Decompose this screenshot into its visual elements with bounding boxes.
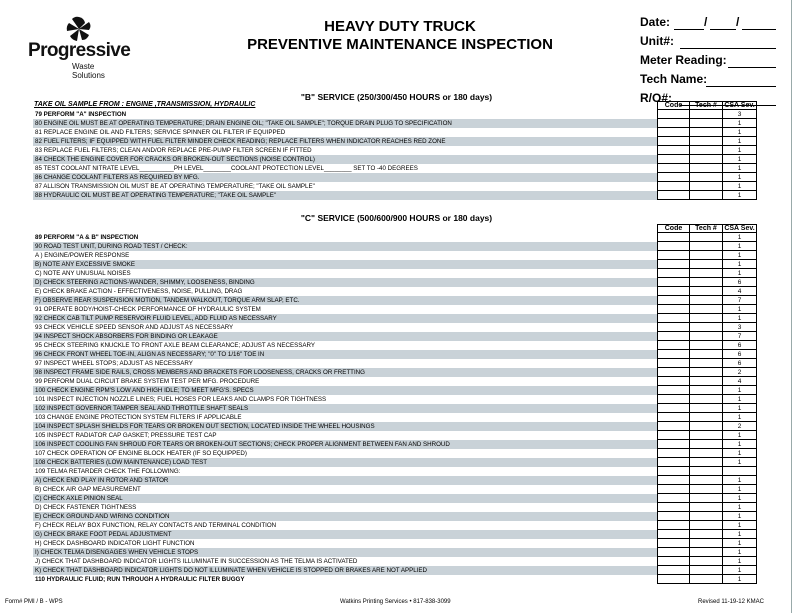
- code-cell[interactable]: [657, 458, 690, 467]
- csa-sev-cell: 1: [722, 440, 757, 449]
- tech-cell[interactable]: [689, 485, 723, 494]
- checklist-row: [33, 287, 757, 296]
- checklist-row: [33, 332, 757, 341]
- code-column-header: Code: [657, 101, 690, 110]
- checklist-item-text: 100 CHECK ENGINE RPM'S LOW AND HIGH IDLE; TO MEET MFG'S. SPECS: [33, 386, 657, 395]
- checklist-row: [33, 413, 757, 422]
- csa-sev-cell: 1: [722, 575, 757, 584]
- csa-sev-cell: 1: [722, 521, 757, 530]
- code-cell[interactable]: [657, 404, 690, 413]
- checklist-item-text: 92 CHECK CAB TILT PUMP RESERVOIR FLUID LEVEL, ADD FLUID AS NECESSARY: [33, 314, 657, 323]
- tech-cell[interactable]: [689, 146, 723, 155]
- code-cell[interactable]: [657, 173, 690, 182]
- tech-cell[interactable]: [689, 422, 723, 431]
- form-number: Form# PMI / B - WPS: [5, 599, 63, 605]
- checklist-row: [33, 191, 757, 200]
- code-cell[interactable]: [657, 431, 690, 440]
- checklist-row: [33, 557, 757, 566]
- title-line-2: PREVENTIVE MAINTENANCE INSPECTION: [247, 36, 553, 53]
- csa-sev-cell: 1: [722, 128, 757, 137]
- code-cell[interactable]: [657, 296, 690, 305]
- csa-sev-column-header: CSA Sev.: [722, 224, 757, 233]
- csa-sev-cell: 2: [722, 368, 757, 377]
- code-cell[interactable]: [657, 251, 690, 260]
- tech-cell[interactable]: [689, 494, 723, 503]
- tech-cell[interactable]: [689, 191, 723, 200]
- code-cell[interactable]: [657, 146, 690, 155]
- tech-cell[interactable]: [689, 368, 723, 377]
- checklist-row: [33, 305, 757, 314]
- code-cell[interactable]: [657, 314, 690, 323]
- csa-sev-cell: 1: [722, 242, 757, 251]
- date-label: Date:: [640, 15, 671, 29]
- checklist-item-text: 105 INSPECT RADIATOR CAP GASKET; PRESSURE TEST CAP: [35, 432, 217, 439]
- checklist-row: [33, 539, 757, 548]
- code-cell[interactable]: [657, 305, 690, 314]
- code-cell[interactable]: [657, 512, 690, 521]
- checklist-row: [33, 251, 757, 260]
- code-cell[interactable]: [657, 521, 690, 530]
- csa-sev-cell: 1: [722, 191, 757, 200]
- code-cell[interactable]: [657, 269, 690, 278]
- csa-sev-cell: 1: [722, 119, 757, 128]
- tech-cell[interactable]: [689, 503, 723, 512]
- tech-cell[interactable]: [689, 110, 723, 119]
- checklist-item-text: 95 CHECK STEERING KNUCKLE TO FRONT AXLE BEAM CLEARANCE; ADJUST AS NECESSARY: [35, 342, 316, 349]
- checklist-item-text: 80 ENGINE OIL MUST BE AT OPERATING TEMPERATURE; DRAIN ENGINE OIL; "TAKE OIL SAMPLE"; TORQUE DRAIN PLUG TO SPECIFICATION: [33, 119, 657, 128]
- checklist-item-text: D) CHECK STEERING ACTIONS-WANDER, SHIMMY, LOOSENESS, BINDING: [33, 278, 657, 287]
- tech-cell[interactable]: [689, 386, 723, 395]
- code-cell[interactable]: [657, 485, 690, 494]
- checklist-item-text: 91 OPERATE BODY/HOIST-CHECK PERFORMANCE OF HYDRAULIC SYSTEM: [35, 306, 261, 313]
- tech-cell[interactable]: [689, 530, 723, 539]
- tech-cell[interactable]: [689, 332, 723, 341]
- checklist-row: [33, 110, 757, 119]
- code-cell[interactable]: [657, 287, 690, 296]
- checklist-row: [33, 503, 757, 512]
- tech-cell[interactable]: [689, 431, 723, 440]
- checklist-row: [33, 476, 757, 485]
- checklist-item-text: 97 INSPECT WHEEL STOPS; ADJUST AS NECESSARY: [35, 360, 193, 367]
- checklist-item-text: 84 CHECK THE ENGINE COVER FOR CRACKS OR BROKEN-OUT SECTIONS (NOISE CONTROL): [33, 155, 657, 164]
- tech-name-field[interactable]: [640, 72, 780, 91]
- csa-sev-cell: 1: [722, 233, 757, 242]
- csa-sev-cell: 1: [722, 530, 757, 539]
- checklist-item-text: B) CHECK AIR GAP MEASUREMENT: [35, 486, 141, 493]
- tech-name-label: Tech Name:: [640, 72, 708, 86]
- checklist-item-text: 109 TELMA RETARDER CHECK THE FOLLOWING:: [35, 468, 181, 475]
- checklist-item-text: 94 INSPECT SHOCK ABSORBERS FOR BINDING OR LEAKAGE: [33, 332, 657, 341]
- checklist-row: [33, 422, 757, 431]
- code-cell[interactable]: [657, 494, 690, 503]
- tech-column-header: Tech #: [689, 224, 723, 233]
- tech-cell[interactable]: [689, 296, 723, 305]
- code-cell[interactable]: [657, 137, 690, 146]
- checklist-item-text: 83 REPLACE FUEL FILTERS; CLEAN AND/OR REPLACE PRE-PUMP FILTER SCREEN IF FITTED: [35, 147, 312, 154]
- pinwheel-logo-icon: [62, 16, 96, 42]
- checklist-row: [33, 467, 757, 476]
- tech-cell[interactable]: [689, 242, 723, 251]
- code-cell[interactable]: [657, 575, 690, 584]
- checklist-row: [33, 566, 757, 575]
- csa-sev-cell: 1: [722, 395, 757, 404]
- csa-sev-cell: 1: [722, 431, 757, 440]
- checklist-row: [33, 155, 757, 164]
- csa-sev-cell: 1: [722, 386, 757, 395]
- checklist-row: [33, 575, 757, 584]
- checklist-item-text: K) CHECK THAT DASHBOARD INDICATOR LIGHTS DO NOT ILLUMINATE WHEN VEHICLE IS STOPPED OR BRAKES ARE NOT APPLIED: [33, 566, 657, 575]
- tech-cell[interactable]: [689, 413, 723, 422]
- checklist-row: [33, 440, 757, 449]
- code-cell[interactable]: [657, 242, 690, 251]
- company-logo: [28, 16, 131, 80]
- tech-cell[interactable]: [689, 314, 723, 323]
- tech-cell[interactable]: [689, 404, 723, 413]
- checklist-item-text: 90 ROAD TEST UNIT, DURING ROAD TEST / CHECK:: [33, 242, 657, 251]
- checklist-row: [33, 359, 757, 368]
- code-cell[interactable]: [657, 323, 690, 332]
- code-cell[interactable]: [657, 476, 690, 485]
- checklist-item-text: 93 CHECK VEHICLE SPEED SENSOR AND ADJUST AS NECESSARY: [35, 324, 234, 331]
- csa-sev-cell: 1: [722, 485, 757, 494]
- csa-sev-cell: 1: [722, 146, 757, 155]
- csa-sev-cell: 7: [722, 296, 757, 305]
- code-cell[interactable]: [657, 119, 690, 128]
- csa-sev-cell: 3: [722, 110, 757, 119]
- code-cell[interactable]: [657, 332, 690, 341]
- checklist-row: [33, 350, 757, 359]
- checklist-row: [33, 377, 757, 386]
- checklist-row: [33, 458, 757, 467]
- code-cell[interactable]: [657, 359, 690, 368]
- tech-column-header: Tech #: [689, 101, 723, 110]
- csa-sev-cell: 1: [722, 449, 757, 458]
- code-cell[interactable]: [657, 530, 690, 539]
- csa-sev-cell: [722, 467, 757, 476]
- csa-sev-cell: 3: [722, 323, 757, 332]
- csa-sev-cell: 1: [722, 476, 757, 485]
- checklist-item-text: F) CHECK RELAY BOX FUNCTION, RELAY CONTACTS AND TERMINAL CONDITION: [35, 522, 277, 529]
- checklist-item-text: G) CHECK BRAKE FOOT PEDAL ADJUSTMENT: [33, 530, 657, 539]
- tech-cell[interactable]: [689, 119, 723, 128]
- tech-cell[interactable]: [689, 278, 723, 287]
- csa-sev-cell: 1: [722, 155, 757, 164]
- checklist-row: [33, 182, 757, 191]
- csa-sev-cell: 1: [722, 182, 757, 191]
- code-cell[interactable]: [657, 191, 690, 200]
- checklist-row: [33, 530, 757, 539]
- checklist-item-text: 81 REPLACE ENGINE OIL AND FILTERS; SERVICE SPINNER OIL FILTER IF EQUIPPED: [35, 129, 286, 136]
- code-cell[interactable]: [657, 278, 690, 287]
- tech-cell[interactable]: [689, 476, 723, 485]
- checklist-row: [33, 386, 757, 395]
- csa-sev-cell: 1: [722, 404, 757, 413]
- csa-sev-cell: 1: [722, 251, 757, 260]
- checklist-item-text: 108 CHECK BATTERIES (LOW MAINTENANCE) LOAD TEST: [33, 458, 657, 467]
- checklist-row: [33, 233, 757, 242]
- csa-sev-cell: 1: [722, 458, 757, 467]
- tech-cell[interactable]: [689, 287, 723, 296]
- csa-sev-cell: 1: [722, 314, 757, 323]
- checklist-row: [33, 269, 757, 278]
- csa-sev-cell: 7: [722, 332, 757, 341]
- tech-cell[interactable]: [689, 395, 723, 404]
- csa-sev-cell: 1: [722, 413, 757, 422]
- page-title: [210, 18, 590, 54]
- tech-cell[interactable]: [689, 164, 723, 173]
- checklist-item-text: 79 PERFORM "A" INSPECTION: [35, 111, 127, 118]
- section-b-rows: [33, 110, 757, 200]
- tech-cell[interactable]: [689, 458, 723, 467]
- section-b-subtitle: TAKE OIL SAMPLE FROM : ENGINE ,TRANSMISSION, HYDRAULIC: [34, 101, 256, 108]
- checklist-item-text: 98 INSPECT FRAME SIDE RAILS, CROSS MEMBERS AND BRACKETS FOR LOOSENESS, CRACKS OR FRETTING: [33, 368, 657, 377]
- checklist-item-text: 110 HYDRAULIC FLUID; RUN THROUGH A HYDRAULIC FILTER BUGGY: [35, 576, 245, 583]
- checklist-item-text: 87 ALLISON TRANSMISSION OIL MUST BE AT OPERATING TEMPERATURE; "TAKE OIL SAMPLE": [35, 183, 315, 190]
- logo-sub-text: Waste Solutions: [72, 62, 105, 80]
- checklist-item-text: 102 INSPECT GOVERNOR TAMPER SEAL AND THROTTLE SHAFT SEALS: [33, 404, 657, 413]
- code-column-header: Code: [657, 224, 690, 233]
- checklist-item-text: J) CHECK THAT DASHBOARD INDICATOR LIGHTS ILLUMINATE IN SUCCESSION AS THE TELMA IS ACTIVATED: [35, 558, 358, 565]
- tech-cell[interactable]: [689, 557, 723, 566]
- ro-number-label: R/O#:: [640, 91, 673, 105]
- checklist-row: [33, 296, 757, 305]
- checklist-row: [33, 128, 757, 137]
- code-cell[interactable]: [657, 395, 690, 404]
- checklist-item-text: B) NOTE ANY EXCESSIVE SMOKE: [33, 260, 657, 269]
- tech-cell[interactable]: [689, 323, 723, 332]
- tech-cell[interactable]: [689, 182, 723, 191]
- code-cell[interactable]: [657, 440, 690, 449]
- checklist-item-text: 88 HYDRAULIC OIL MUST BE AT OPERATING TEMPERATURE; "TAKE OIL SAMPLE": [33, 191, 657, 200]
- checklist-row: [33, 314, 757, 323]
- csa-sev-cell: 6: [722, 350, 757, 359]
- tech-cell[interactable]: [689, 350, 723, 359]
- code-cell[interactable]: [657, 503, 690, 512]
- csa-sev-cell: 6: [722, 341, 757, 350]
- csa-sev-cell: 1: [722, 269, 757, 278]
- csa-sev-cell: 1: [722, 260, 757, 269]
- checklist-item-text: E) CHECK BRAKE ACTION - EFFECTIVENESS, NOISE, PULLING, DRAG: [35, 288, 243, 295]
- csa-sev-cell: 1: [722, 548, 757, 557]
- checklist-row: [33, 242, 757, 251]
- tech-cell[interactable]: [689, 548, 723, 557]
- checklist-item-text: C) CHECK AXLE PINION SEAL: [33, 494, 657, 503]
- tech-cell[interactable]: [689, 521, 723, 530]
- checklist-row: [33, 494, 757, 503]
- checklist-item-text: 99 PERFORM DUAL CIRCUIT BRAKE SYSTEM TEST PER MFG. PROCEDURE: [35, 378, 260, 385]
- tech-cell[interactable]: [689, 512, 723, 521]
- checklist-row: [33, 146, 757, 155]
- csa-sev-cell: 1: [722, 512, 757, 521]
- checklist-row: [33, 404, 757, 413]
- tech-cell[interactable]: [689, 155, 723, 164]
- checklist-row: [33, 278, 757, 287]
- checklist-item-text: F) OBSERVE REAR SUSPENSION MOTION, TANDEM WALKOUT, TORQUE ARM SLAP, ETC.: [33, 296, 657, 305]
- checklist-item-text: E) CHECK GROUND AND WIRING CONDITION: [33, 512, 657, 521]
- tech-cell[interactable]: [689, 251, 723, 260]
- revision-note: Revised 11-19-12 KMAC: [698, 599, 764, 605]
- csa-sev-column-header: CSA Sev.: [722, 101, 757, 110]
- code-cell[interactable]: [657, 566, 690, 575]
- code-cell[interactable]: [657, 557, 690, 566]
- meter-reading-label: Meter Reading:: [640, 53, 727, 67]
- checklist-item-text: C) NOTE ANY UNUSUAL NOISES: [35, 270, 131, 277]
- csa-sev-cell: 1: [722, 173, 757, 182]
- tech-cell[interactable]: [689, 137, 723, 146]
- checklist-row: [33, 323, 757, 332]
- tech-cell[interactable]: [689, 377, 723, 386]
- code-cell[interactable]: [657, 260, 690, 269]
- csa-sev-cell: 1: [722, 557, 757, 566]
- csa-sev-cell: 2: [722, 422, 757, 431]
- checklist-item-text: 101 INSPECT INJECTION NOZZLE LINES; FUEL HOSES FOR LEAKS AND CLAMPS FOR TIGHTNESS: [35, 396, 327, 403]
- tech-cell[interactable]: [689, 269, 723, 278]
- checklist-row: [33, 137, 757, 146]
- checklist-item-text: 106 INSPECT COOLING FAN SHROUD FOR TEARS OR BROKEN-OUT SECTIONS; CHECK PROPER ALIGNMENT BETWEEN FAN AND SHROUD: [33, 440, 657, 449]
- checklist-item-text: 86 CHANGE COOLANT FILTERS AS REQUIRED BY MFG.: [33, 173, 657, 182]
- csa-sev-cell: 4: [722, 377, 757, 386]
- checklist-row: [33, 521, 757, 530]
- checklist-item-text: D) CHECK FASTENER TIGHTNESS: [35, 504, 137, 511]
- title-line-1: HEAVY DUTY TRUCK: [324, 18, 476, 35]
- checklist-item-text: H) CHECK DASHBOARD INDICATOR LIGHT FUNCTION: [35, 540, 195, 547]
- checklist-row: [33, 341, 757, 350]
- section-c-rows: [33, 233, 757, 584]
- printer-credit: Watkins Printing Services • 817-838-3099: [340, 599, 451, 605]
- checklist-row: [33, 512, 757, 521]
- meter-reading-field[interactable]: [640, 53, 780, 72]
- unit-field[interactable]: [640, 34, 780, 53]
- csa-sev-cell: 1: [722, 305, 757, 314]
- checklist-row: [33, 260, 757, 269]
- csa-sev-cell: 1: [722, 503, 757, 512]
- checklist-row: [33, 395, 757, 404]
- section-c-title: "C" SERVICE (500/600/900 HOURS or 180 days): [300, 213, 493, 223]
- section-b-title: "B" SERVICE (250/300/450 HOURS or 180 days): [300, 92, 493, 102]
- code-cell[interactable]: [657, 233, 690, 242]
- tech-cell[interactable]: [689, 128, 723, 137]
- tech-cell[interactable]: [689, 233, 723, 242]
- csa-sev-cell: 1: [722, 566, 757, 575]
- code-cell[interactable]: [657, 449, 690, 458]
- csa-sev-cell: 6: [722, 278, 757, 287]
- checklist-item-text: 104 INSPECT SPLASH SHIELDS FOR TEARS OR BROKEN OUT SECTION, LOCATED INSIDE THE WHEEL HOUSINGS: [33, 422, 657, 431]
- code-cell[interactable]: [657, 182, 690, 191]
- tech-cell[interactable]: [689, 260, 723, 269]
- checklist-row: [33, 548, 757, 557]
- checklist-item-text: 85 TEST COOLANT NITRATE LEVEL__________PH LEVEL________COOLANT PROTECTION LEVEL________ SET TO -40 DEGREES: [35, 165, 418, 172]
- checklist-item-text: 96 CHECK FRONT WHEEL TOE-IN, ALIGN AS NECESSARY; "0" TO 1/16" TOE IN: [33, 350, 657, 359]
- csa-sev-cell: 1: [722, 539, 757, 548]
- code-cell[interactable]: [657, 413, 690, 422]
- code-cell[interactable]: [657, 422, 690, 431]
- csa-sev-cell: 6: [722, 359, 757, 368]
- code-cell[interactable]: [657, 350, 690, 359]
- code-cell[interactable]: [657, 467, 690, 476]
- code-cell[interactable]: [657, 539, 690, 548]
- csa-sev-cell: 1: [722, 494, 757, 503]
- date-field[interactable]: Date: / /: [640, 15, 780, 34]
- checklist-row: [33, 449, 757, 458]
- checklist-row: [33, 485, 757, 494]
- tech-cell[interactable]: [689, 575, 723, 584]
- tech-cell[interactable]: [689, 173, 723, 182]
- logo-brand-text: Progressive: [28, 40, 131, 61]
- checklist-item-text: I) CHECK TELMA DISENGAGES WHEN VEHICLE STOPS: [33, 548, 657, 557]
- checklist-item-text: 82 FUEL FILTERS; IF EQUIPPED WITH FUEL FILTER MINDER CHECK READING; REPLACE FILTERS WHEN INDICATOR REACHES RED ZONE: [33, 137, 657, 146]
- checklist-row: [33, 164, 757, 173]
- code-cell[interactable]: [657, 164, 690, 173]
- tech-cell[interactable]: [689, 305, 723, 314]
- code-cell[interactable]: [657, 155, 690, 164]
- code-cell[interactable]: [657, 386, 690, 395]
- code-cell[interactable]: [657, 110, 690, 119]
- checklist-item-text: A ) ENGINE/POWER RESPONSE: [35, 252, 130, 259]
- csa-sev-cell: 1: [722, 137, 757, 146]
- section-c-column-headers: [657, 224, 757, 233]
- code-cell[interactable]: [657, 377, 690, 386]
- checklist-row: [33, 368, 757, 377]
- tech-cell[interactable]: [689, 359, 723, 368]
- code-cell[interactable]: [657, 368, 690, 377]
- code-cell[interactable]: [657, 341, 690, 350]
- checklist-row: [33, 173, 757, 182]
- checklist-row: [33, 119, 757, 128]
- tech-cell[interactable]: [689, 449, 723, 458]
- code-cell[interactable]: [657, 128, 690, 137]
- tech-cell[interactable]: [689, 440, 723, 449]
- tech-cell[interactable]: [689, 341, 723, 350]
- checklist-item-text: A) CHECK END PLAY IN ROTOR AND STATOR: [33, 476, 657, 485]
- checklist-item-text: 103 CHANGE ENGINE PROTECTION SYSTEM FILTERS IF APPLICABLE: [35, 414, 242, 421]
- tech-cell[interactable]: [689, 566, 723, 575]
- tech-cell[interactable]: [689, 539, 723, 548]
- checklist-item-text: 89 PERFORM "A & B" INSPECTION: [35, 234, 139, 241]
- tech-cell[interactable]: [689, 467, 723, 476]
- csa-sev-cell: 4: [722, 287, 757, 296]
- section-b-column-headers: [657, 101, 757, 110]
- checklist-row: [33, 431, 757, 440]
- csa-sev-cell: 1: [722, 164, 757, 173]
- unit-label: Unit#:: [640, 34, 674, 48]
- code-cell[interactable]: [657, 548, 690, 557]
- checklist-item-text: 107 CHECK OPERATION OF ENGINE BLOCK HEATER (IF SO EQUIPPED): [35, 450, 247, 457]
